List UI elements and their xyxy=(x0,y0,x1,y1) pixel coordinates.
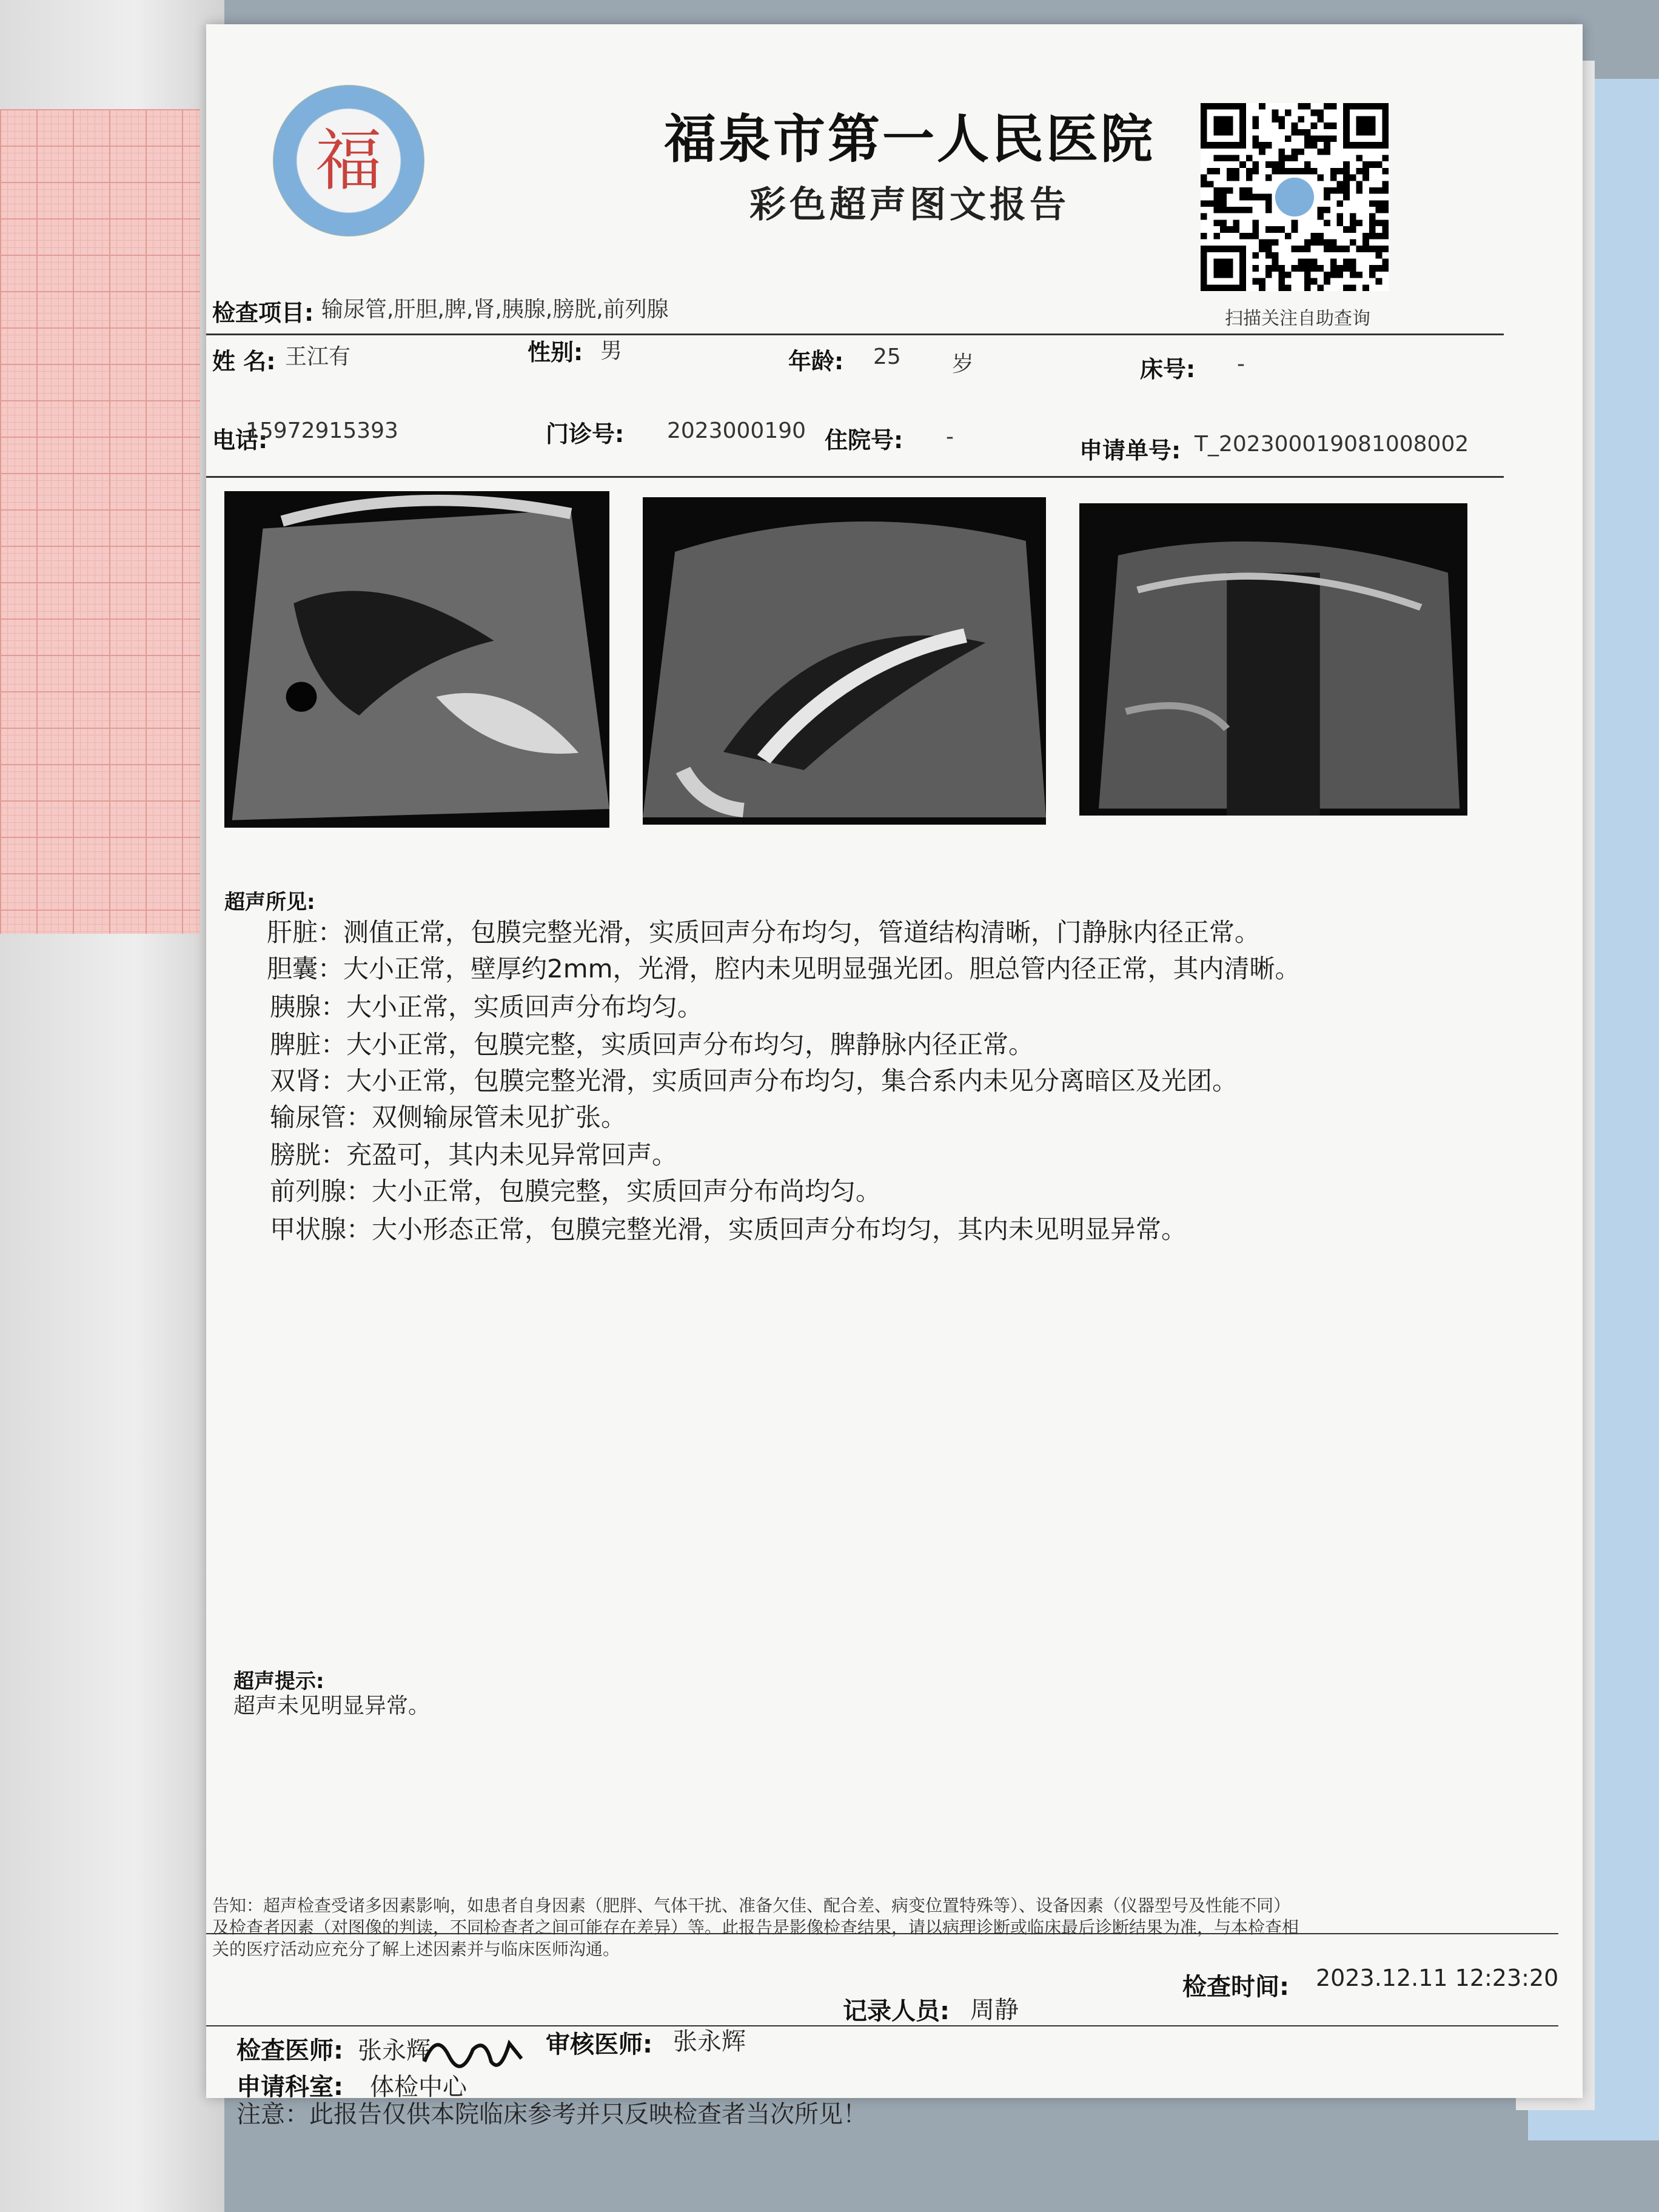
finding-liver: 肝脏：测值正常，包膜完整光滑，实质回声分布均匀，管道结构清晰，门静脉内径正常。 xyxy=(267,917,1261,947)
qr-code-icon[interactable] xyxy=(1201,103,1389,291)
finding-gallbladder: 胆囊：大小正常，壁厚约2mm，光滑，腔内未见明显强光团。胆总管内径正常，其内清晰。 xyxy=(267,954,1301,984)
conclusion-heading: 超声提示: xyxy=(233,1669,324,1694)
phone-label: 电话: xyxy=(212,427,268,454)
notice-block xyxy=(212,1895,1510,1960)
report-title: 彩色超声图文报告 xyxy=(749,184,1070,226)
footer-note: 注意：此报告仅供本院临床参考并只反映检查者当次所见！ xyxy=(236,2100,867,2128)
doctor-label: 检查医师: xyxy=(236,2037,343,2065)
inpatient-value: - xyxy=(946,424,954,449)
underlying-booklet xyxy=(0,0,224,2212)
ultrasound-image-gallbladder xyxy=(643,497,1046,825)
ultrasound-image-thyroid xyxy=(1079,503,1467,816)
ecg-grid-paper xyxy=(0,109,200,934)
age-unit: 岁 xyxy=(952,352,974,377)
finding-spleen: 脾脏：大小正常，包膜完整，实质回声分布均匀，脾静脉内径正常。 xyxy=(270,1030,1034,1059)
age-label: 年龄: xyxy=(788,348,844,375)
notice-line-2: 及检查者因素（对图像的判读，不同检查者之间可能存在差异）等。此报告是影像检查结果，请以病理诊断或临床最后诊断结果为准，与本检查相 xyxy=(212,1917,1299,1937)
finding-ureter: 输尿管：双侧输尿管未见扩张。 xyxy=(270,1102,627,1132)
exam-time-value: 2023.12.11 12:23:20 xyxy=(1316,1965,1559,1991)
dept-label: 申请科室: xyxy=(236,2073,343,2101)
ultrasound-image-liver xyxy=(224,491,609,828)
hospital-name: 福泉市第一人民医院 xyxy=(664,109,1155,170)
signoff-divider xyxy=(206,2025,1558,2026)
reviewer-label: 审核医师: xyxy=(546,2031,652,2059)
conclusion-text: 超声未见明显异常。 xyxy=(233,1694,431,1718)
finding-thyroid: 甲状腺：大小形态正常，包膜完整光滑，实质回声分布均匀，其内未见明显异常。 xyxy=(270,1215,1187,1244)
exam-time-label: 检查时间: xyxy=(1182,1973,1289,2001)
finding-bladder: 膀胱：充盈可，其内未见异常回声。 xyxy=(270,1140,678,1170)
name-label: 姓 名: xyxy=(212,348,276,375)
reviewer-value: 张永辉 xyxy=(673,2028,746,2056)
header-divider xyxy=(206,333,1504,335)
finding-kidneys: 双肾：大小正常，包膜完整光滑，实质回声分布均匀，集合系内未见分离暗区及光团。 xyxy=(270,1066,1238,1096)
doctor-value: 张永辉 xyxy=(358,2037,431,2065)
dept-value: 体检中心 xyxy=(370,2073,467,2101)
request-value: T_2023000190810080​02 xyxy=(1195,432,1469,457)
exam-items-label: 检查项目: xyxy=(212,300,314,326)
sex-value: 男 xyxy=(600,338,623,363)
recorder-value: 周静 xyxy=(970,1996,1019,2024)
qr-caption: 扫描关注自助查询 xyxy=(1225,308,1370,329)
report-sheet xyxy=(206,24,1583,2128)
request-label: 申请单号: xyxy=(1079,437,1181,464)
age-value: 25 xyxy=(873,344,901,369)
bed-label: 床号: xyxy=(1140,356,1196,383)
recorder-label: 记录人员: xyxy=(843,1997,950,2025)
outpatient-label: 门诊号: xyxy=(546,421,625,447)
outpatient-value: 2023000190 xyxy=(667,418,806,443)
inpatient-label: 住院号: xyxy=(825,427,903,454)
findings-heading: 超声所见: xyxy=(224,890,315,914)
finding-pancreas: 胰腺：大小正常，实质回声分布均匀。 xyxy=(270,992,703,1022)
sex-label: 性别: xyxy=(528,339,583,366)
notice-line-1: 告知：超声检查受诸多因素影响，如患者自身因素（肥胖、气体干扰、准备欠佳、配合差、病变位置特殊等）、设备因素（仪器型号及性能不同） xyxy=(212,1895,1291,1915)
notice-line-3: 关的医疗活动应充分了解上述因素并与临床医师沟通。 xyxy=(212,1939,620,1959)
header-divider-2 xyxy=(206,476,1504,478)
logo-glyph: 福 xyxy=(315,122,382,199)
bed-value: - xyxy=(1237,352,1245,377)
phone-value: 15972915393 xyxy=(246,418,398,443)
exam-items-value: 输尿管,肝胆,脾,肾,胰腺,膀胱,前列腺 xyxy=(321,297,669,322)
finding-prostate: 前列腺：大小正常，包膜完整，实质回声分布尚均匀。 xyxy=(270,1176,882,1206)
name-value: 王江有 xyxy=(285,344,351,369)
